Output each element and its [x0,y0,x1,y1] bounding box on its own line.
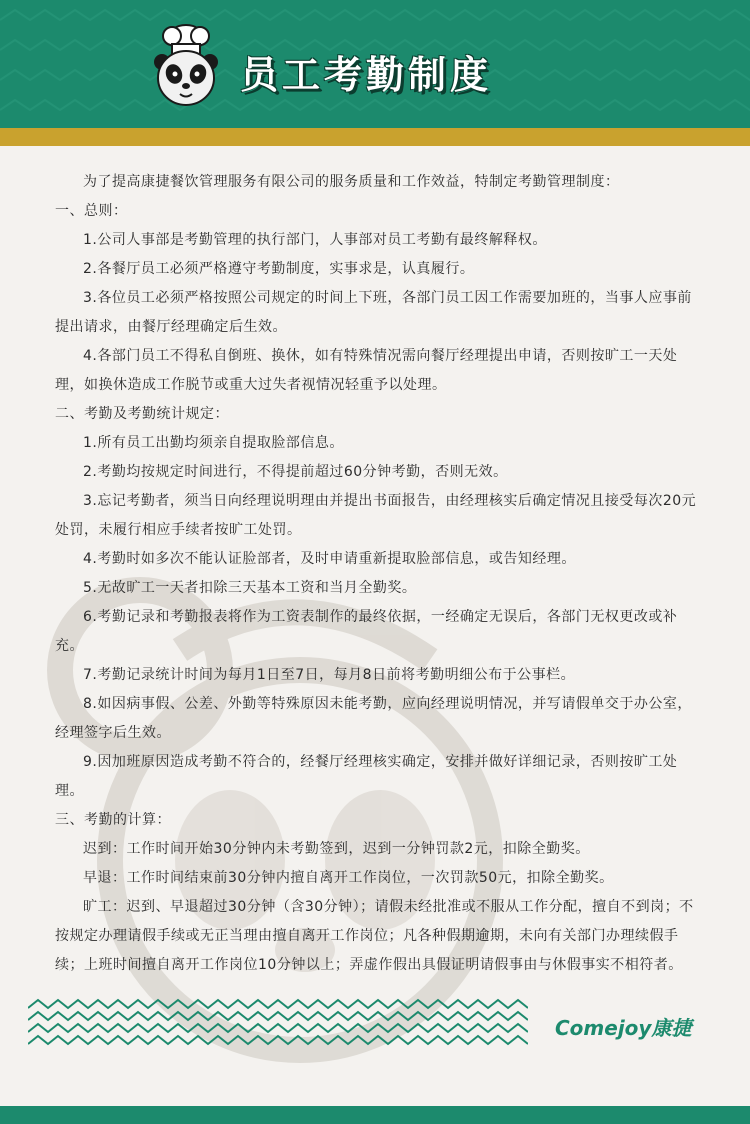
page-title: 员工考勤制度 [240,52,493,97]
footer-band [0,1106,750,1124]
list-item: 3.各位员工必须严格按照公司规定的时间上下班，各部门员工因工作需要加班的，当事人应事前提出请求，由餐厅经理确定后生效。 [55,290,692,335]
list-item: 4.考勤时如多次不能认证脸部者，及时申请重新提取脸部信息，或告知经理。 [83,551,576,567]
list-item: 9.因加班原因造成考勤不符合的，经餐厅经理核实确定，安排并做好详细记录，否则按旷工处理。 [55,754,678,799]
section-heading: 三、考勤的计算： [55,812,171,828]
gold-divider-band [0,128,750,146]
list-item: 2.各餐厅员工必须严格遵守考勤制度，实事求是，认真履行。 [83,261,475,277]
list-item: 8.如因病事假、公差、外勤等特殊原因未能考勤，应向经理说明情况，并写请假单交于办公室，经理签字后生效。 [55,696,692,741]
list-item: 2.考勤均按规定时间进行，不得提前超过60分钟考勤，否则无效。 [83,464,508,480]
list-item: 3.忘记考勤者，须当日向经理说明理由并提出书面报告，由经理核实后确定情况且接受每次20元处罚，未履行相应手续者按旷工处罚。 [55,493,697,538]
brand-logo: Comejoy康捷 [555,1016,692,1040]
policy-content [55,168,700,980]
list-item: 7.考勤记录统计时间为每月1日至7日，每月8日前将考勤明细公布于公事栏。 [83,667,576,683]
section-heading: 一、总则： [55,203,128,219]
intro-text: 为了提高康捷餐饮管理服务有限公司的服务质量和工作效益，特制定考勤管理制度： [83,174,620,190]
list-item: 1.公司人事部是考勤管理的执行部门，人事部对员工考勤有最终解释权。 [83,232,547,248]
list-item: 旷工：迟到、早退超过30分钟（含30分钟）；请假未经批准或不服从工作分配，擅自不到岗；不按规定办理请假手续或无正当理由擅自离开工作岗位；凡各种假期逾期，未向有关部门办理续假手续；上班时间擅自离开工作岗位10分钟以上；弄虚作假出具假证明请假事由与休假事实不相符者。 [55,899,694,973]
panda-chef-icon [152,22,220,110]
list-item: 5.无故旷工一天者扣除三天基本工资和当月全勤奖。 [83,580,417,596]
section-heading: 二、考勤及考勤统计规定： [55,406,229,422]
list-item: 早退：工作时间结束前30分钟内擅自离开工作岗位，一次罚款50元，扣除全勤奖。 [83,870,614,886]
header-banner [0,0,750,128]
list-item: 1.所有员工出勤均须亲自提取脸部信息。 [83,435,344,451]
zigzag-decoration [28,998,528,1054]
list-item: 4.各部门员工不得私自倒班、换休，如有特殊情况需向餐厅经理提出申请，否则按旷工一天处理，如换休造成工作脱节或重大过失者视情况轻重予以处理。 [55,348,678,393]
list-item: 6.考勤记录和考勤报表将作为工资表制作的最终依据，一经确定无误后，各部门无权更改或补充。 [55,609,678,654]
list-item: 迟到：工作时间开始30分钟内未考勤签到，迟到一分钟罚款2元，扣除全勤奖。 [83,841,590,857]
